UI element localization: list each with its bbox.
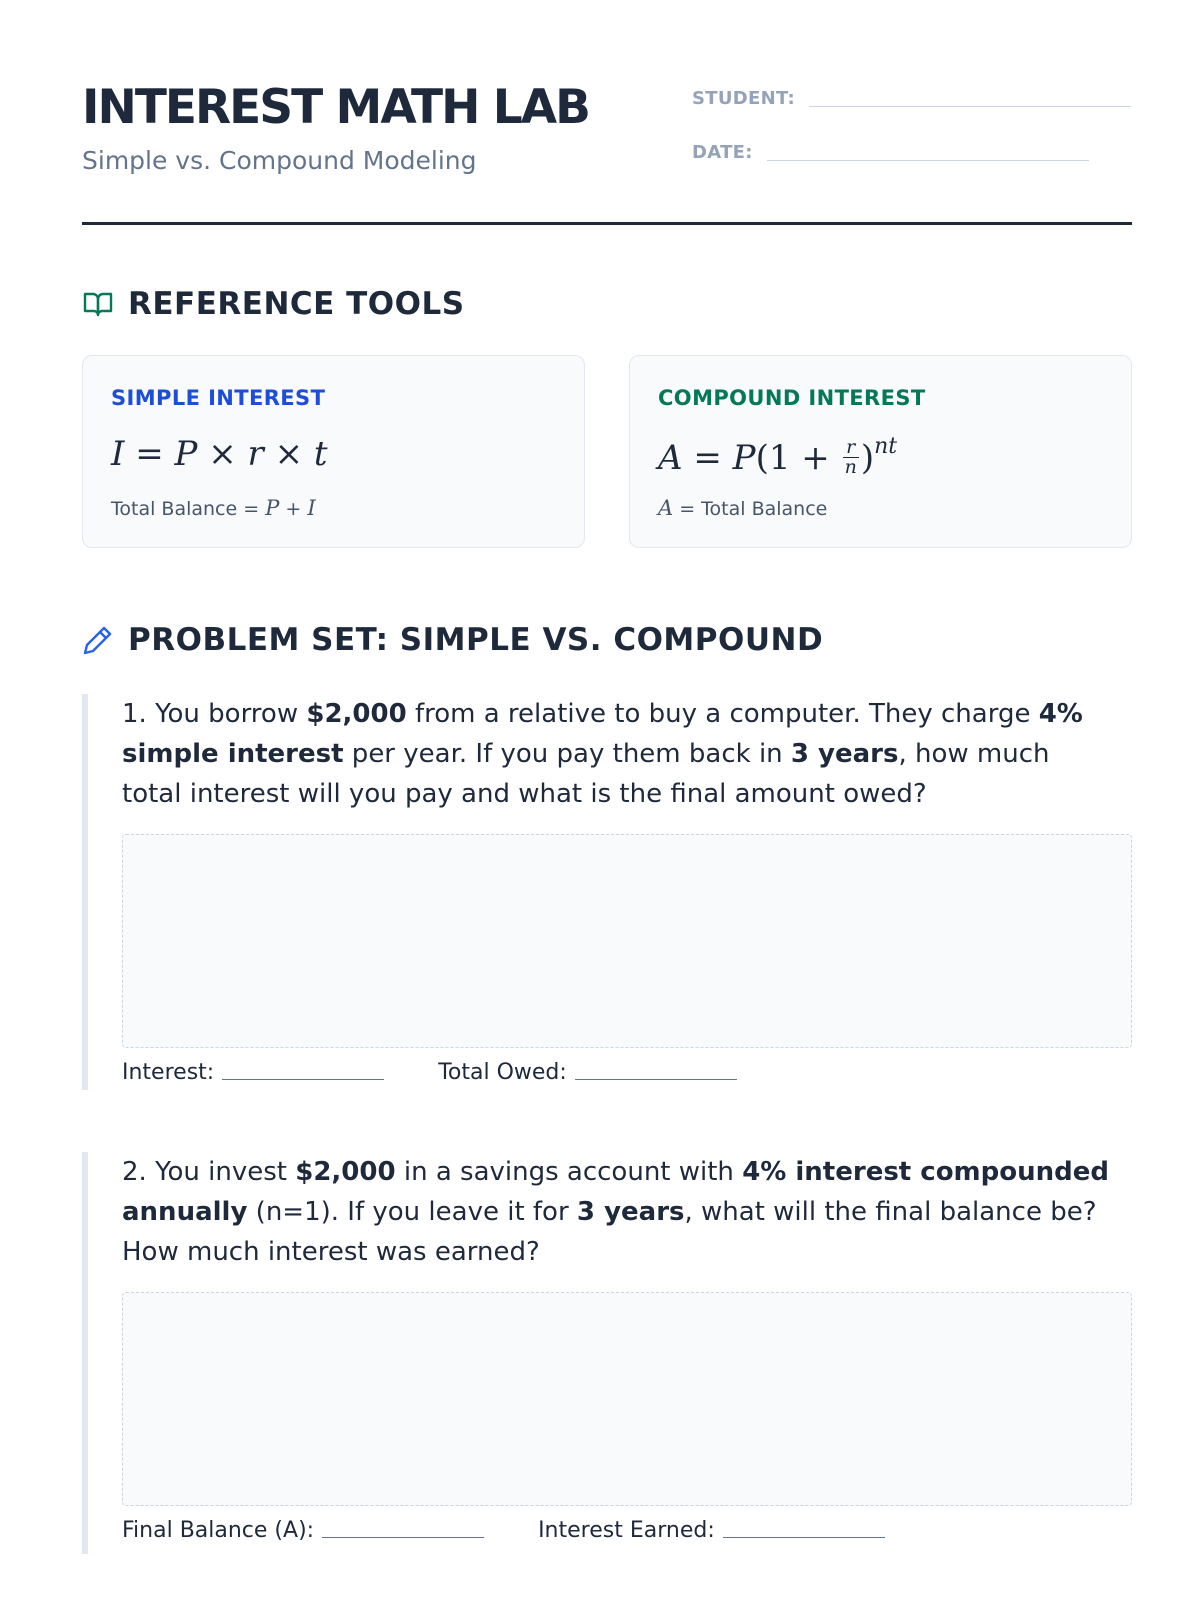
simple-interest-formula: I = P × r × t bbox=[111, 434, 328, 474]
compound-interest-label: COMPOUND INTEREST bbox=[658, 386, 926, 410]
problem-2 bbox=[82, 1152, 1132, 1554]
problem-2-text: 2. You invest $2,000 in a savings account with 4% interest compounded annually (n=1). If you leave it for 3 years, what will the final balance be? How much interest was earned? bbox=[122, 1157, 1109, 1267]
interest-answer bbox=[122, 1060, 384, 1085]
problem-section-heading bbox=[82, 622, 823, 658]
problem-1 bbox=[82, 694, 1132, 1090]
final-balance-label: Final Balance (A): bbox=[122, 1518, 315, 1543]
page-subtitle: Simple vs. Compound Modeling bbox=[82, 146, 477, 175]
student-name-line[interactable] bbox=[809, 106, 1131, 107]
simple-interest-card bbox=[82, 355, 585, 548]
interest-label: Interest: bbox=[122, 1060, 215, 1085]
book-icon bbox=[82, 288, 114, 320]
final-balance-answer-line[interactable] bbox=[322, 1537, 484, 1538]
total-owed-answer bbox=[438, 1060, 737, 1085]
final-balance-answer bbox=[122, 1518, 484, 1543]
problem-2-answers bbox=[122, 1518, 885, 1543]
student-label: STUDENT: bbox=[692, 88, 796, 109]
compound-interest-formula: A = P(1 + $\frac{r}{n}$ )$^{nt}$ bbox=[658, 434, 898, 478]
interest-earned-answer-line[interactable] bbox=[723, 1537, 885, 1538]
date-label: DATE: bbox=[692, 142, 753, 163]
simple-interest-label: SIMPLE INTEREST bbox=[111, 386, 326, 410]
total-owed-answer-line[interactable] bbox=[575, 1079, 737, 1080]
interest-earned-answer bbox=[538, 1518, 885, 1543]
reference-heading: REFERENCE TOOLS bbox=[128, 286, 465, 322]
date-line[interactable] bbox=[767, 160, 1089, 161]
interest-answer-line[interactable] bbox=[222, 1079, 384, 1080]
header-divider bbox=[82, 222, 1132, 225]
date-field bbox=[692, 142, 1089, 163]
student-field bbox=[692, 88, 1131, 109]
simple-interest-note: Total Balance = P + I bbox=[111, 496, 316, 520]
compound-interest-note: A = Total Balance bbox=[658, 496, 828, 520]
problem-2-work-area[interactable] bbox=[122, 1292, 1132, 1506]
reference-section-heading bbox=[82, 286, 465, 322]
page-title: INTEREST MATH LAB bbox=[82, 80, 589, 135]
interest-earned-label: Interest Earned: bbox=[538, 1518, 715, 1543]
compound-interest-card bbox=[629, 355, 1132, 548]
worksheet-page bbox=[82, 0, 1132, 1600]
total-owed-label: Total Owed: bbox=[438, 1060, 567, 1085]
problem-1-text: 1. You borrow $2,000 from a relative to buy a computer. They charge 4% simple interest per year. If you pay them back in 3 years, how much total interest will you pay and what is the final amount owed? bbox=[122, 699, 1083, 809]
problem-1-answers bbox=[122, 1060, 737, 1085]
pencil-icon bbox=[82, 624, 114, 656]
problem-set-heading: PROBLEM SET: SIMPLE VS. COMPOUND bbox=[128, 622, 824, 658]
problem-1-work-area[interactable] bbox=[122, 834, 1132, 1048]
